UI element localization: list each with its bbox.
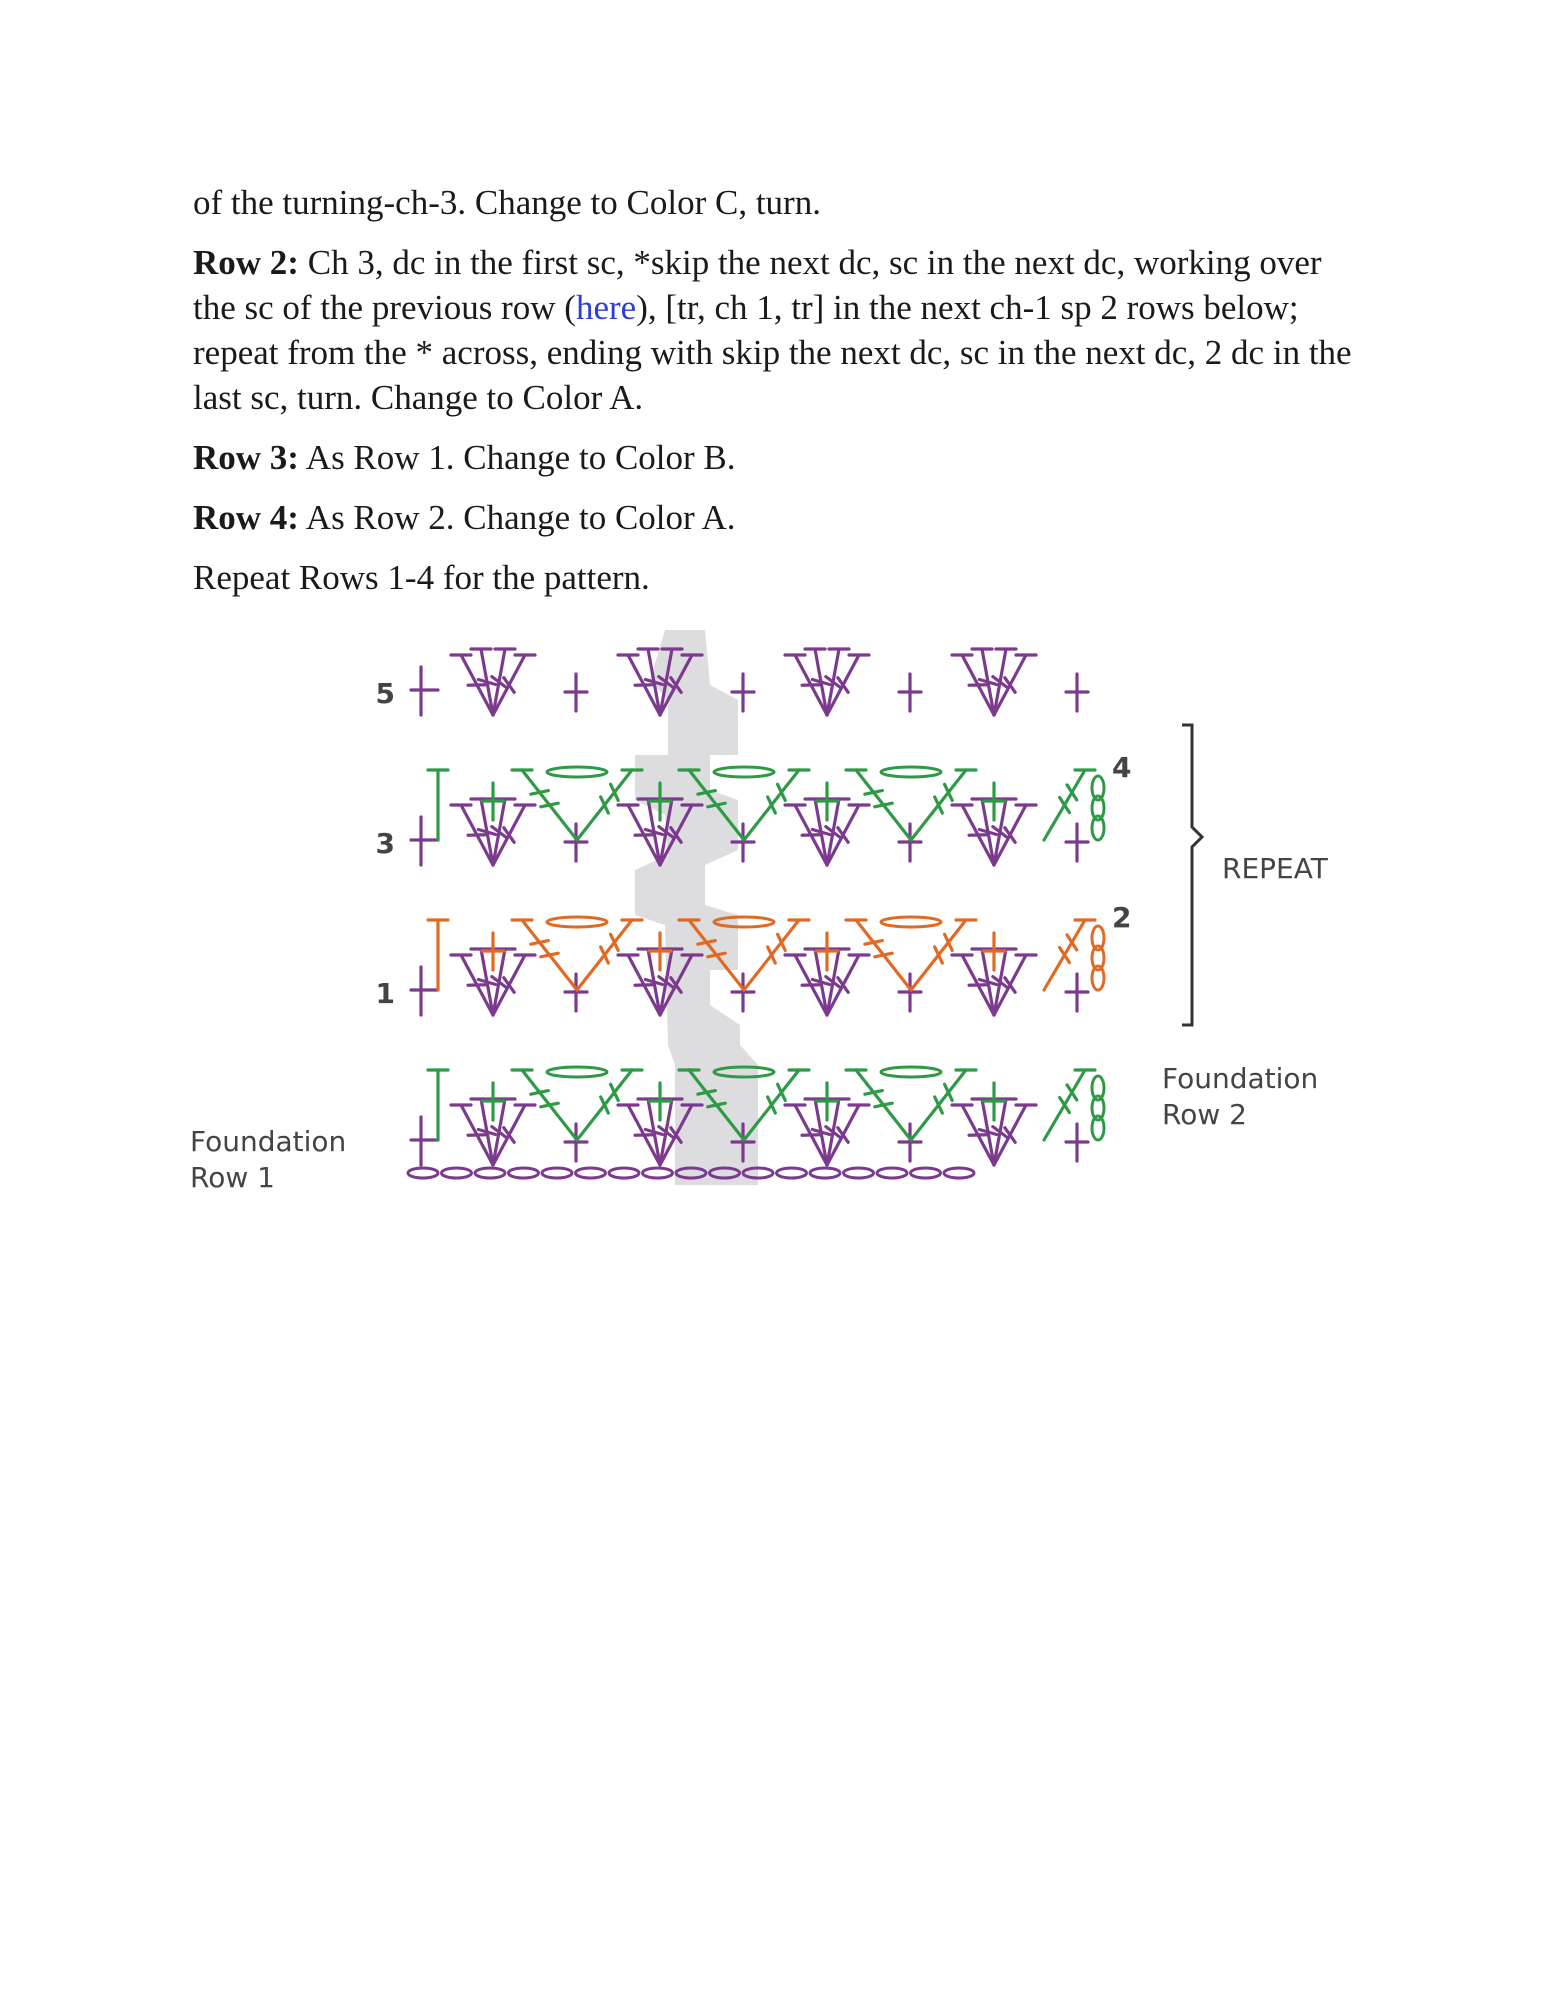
row-2-label: Row 2: bbox=[193, 243, 299, 282]
ch-1-space bbox=[881, 917, 941, 927]
row-number-2: 2 bbox=[1112, 901, 1132, 934]
ch-1-space bbox=[547, 917, 607, 927]
paragraph-repeat: Repeat Rows 1-4 for the pattern. bbox=[193, 558, 650, 597]
foundation-chain bbox=[576, 1168, 606, 1178]
foundation-chain bbox=[509, 1168, 539, 1178]
foundation-chain bbox=[542, 1168, 572, 1178]
ch-1-space bbox=[881, 1067, 941, 1077]
tr-stitch-cross bbox=[865, 791, 883, 795]
crochet-stitch-diagram bbox=[180, 625, 1360, 1200]
foundation-chain bbox=[844, 1168, 874, 1178]
foundation-row-1-line-1: Foundation bbox=[190, 1125, 347, 1158]
dc-stitch-cross bbox=[541, 803, 559, 807]
foundation-chain bbox=[877, 1168, 907, 1178]
row-number-4: 4 bbox=[1112, 751, 1132, 784]
paragraph-row-3: Row 3: As Row 1. Change to Color B. bbox=[193, 438, 736, 477]
row-number-5: 5 bbox=[375, 677, 395, 710]
foundation-chain bbox=[810, 1168, 840, 1178]
tr-stitch-cross bbox=[531, 791, 549, 795]
ch-1-space bbox=[547, 1067, 607, 1077]
tr-stitch-cross bbox=[865, 1091, 883, 1095]
foundation-chain bbox=[944, 1168, 974, 1178]
foundation-chain bbox=[911, 1168, 941, 1178]
paragraph-continuation: of the turning-ch-3. Change to Color C, turn. bbox=[193, 183, 821, 222]
row-number-1: 1 bbox=[375, 977, 395, 1010]
dc-stitch-cross bbox=[541, 1103, 559, 1107]
repeat-label: REPEAT bbox=[1222, 852, 1328, 885]
foundation-chain bbox=[442, 1168, 472, 1178]
foundation-chain bbox=[408, 1168, 438, 1178]
paragraph-row-2: Row 2: Ch 3, dc in the first sc, *skip the next dc, sc in the next dc, working over the sc of the previous row (here), [tr, ch 1, tr] in the next ch-1 sp 2 rows below; repeat from the * across, ending with skip the next dc, sc in the next dc, 2 dc in the last sc, turn. Change to Color A. bbox=[193, 243, 1352, 417]
dc-stitch-cross bbox=[875, 953, 893, 957]
foundation-row-2-line-1: Foundation bbox=[1162, 1062, 1319, 1095]
instructions-text bbox=[193, 180, 1363, 615]
ch-1-space bbox=[714, 767, 774, 777]
here-link[interactable]: here bbox=[575, 288, 637, 327]
paragraph-row-4: Row 4: As Row 2. Change to Color A. bbox=[193, 498, 736, 537]
tr-stitch-cross bbox=[865, 941, 883, 945]
ch-1-space bbox=[881, 767, 941, 777]
foundation-chain bbox=[475, 1168, 505, 1178]
dc-stitch-cross bbox=[875, 803, 893, 807]
dc-stitch-cross bbox=[875, 1103, 893, 1107]
row-4-label: Row 4: bbox=[193, 498, 299, 537]
tr-stitch-cross bbox=[531, 1091, 549, 1095]
dc-stitch-cross bbox=[541, 953, 559, 957]
foundation-row-2-line-2: Row 2 bbox=[1162, 1098, 1247, 1131]
row-3-label: Row 3: bbox=[193, 438, 299, 477]
foundation-chain bbox=[609, 1168, 639, 1178]
row-number-3: 3 bbox=[375, 827, 395, 860]
ch-1-space bbox=[547, 767, 607, 777]
tr-stitch-cross bbox=[531, 941, 549, 945]
foundation-chain bbox=[643, 1168, 673, 1178]
foundation-row-1-line-2: Row 1 bbox=[190, 1161, 275, 1194]
repeat-bracket bbox=[1182, 725, 1202, 1025]
foundation-chain bbox=[777, 1168, 807, 1178]
